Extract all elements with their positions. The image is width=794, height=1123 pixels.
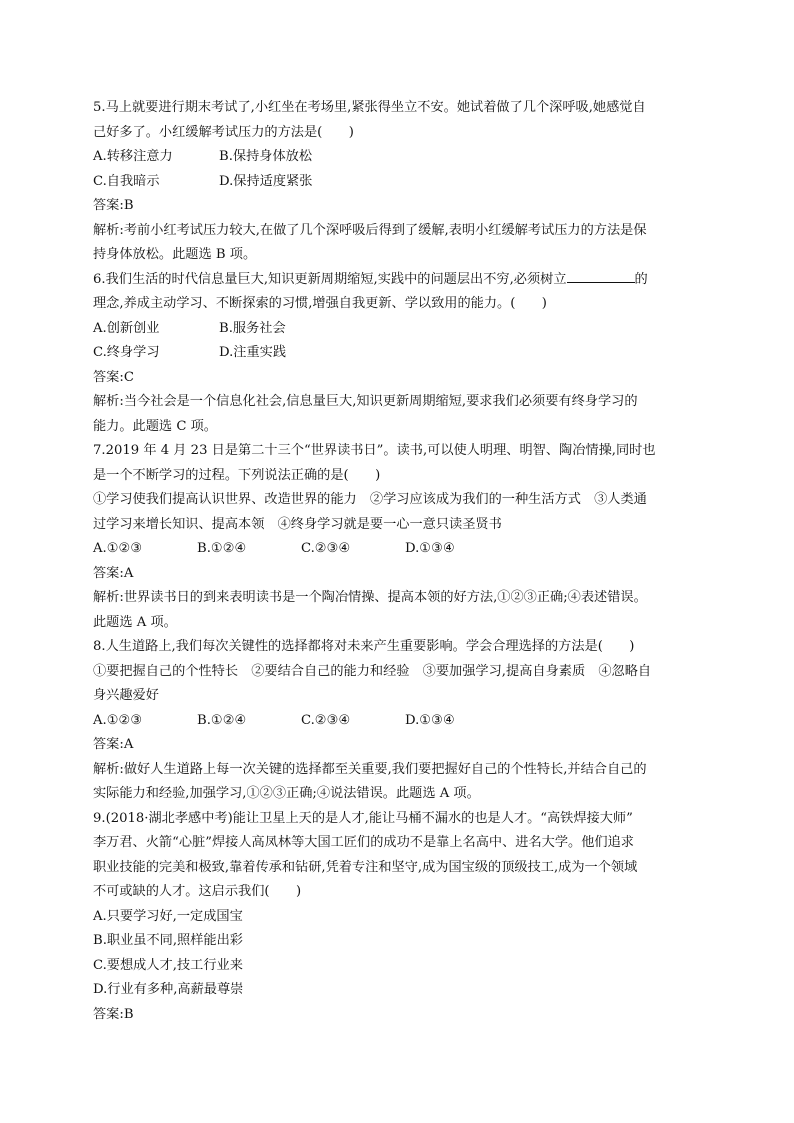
answer: 答案:C bbox=[93, 369, 134, 385]
question-text: 是一个不断学习的过程。下列说法正确的是( ) bbox=[93, 467, 381, 483]
analysis-text: 解析:当今社会是一个信息化社会,信息量巨大,知识更新周期缩短,要求我们必须要有终身学习的 bbox=[93, 394, 638, 409]
question-text-pre: 6.我们生活的时代信息量巨大,知识更新周期缩短,实践中的问题层出不穷,必须树立 bbox=[93, 271, 567, 287]
statement-text: ①学习使我们提高认识世界、改造世界的能力 ②学习应该成为我们的一种生活方式 ③人类通 bbox=[93, 492, 647, 507]
analysis-text: 解析:世界读书日的到来表明读书是一个陶冶情操、提高本领的好方法,①②③正确;④表述错误。 bbox=[93, 590, 647, 605]
option-row bbox=[93, 145, 705, 170]
answer: 答案:A bbox=[93, 565, 134, 581]
option-c: C.自我暗示 bbox=[93, 173, 160, 189]
option-a: A.转移注意力 bbox=[93, 149, 173, 164]
analysis-text: 此题选 A 项。 bbox=[93, 614, 177, 630]
option-b: B.服务社会 bbox=[219, 320, 286, 336]
analysis-text: 解析:做好人生道路上每一次关键的选择都至关重要,我们要把握好自己的个性特长,并结合自己的 bbox=[93, 761, 647, 777]
question-7 bbox=[93, 439, 705, 635]
question-text: 9.(2018·湖北孝感中考)能让卫星上天的是人才,能让马桶不漏水的也是人才。“高铁焊接大师” bbox=[93, 810, 633, 826]
option-row bbox=[93, 709, 705, 734]
option-d: D.①③④ bbox=[405, 541, 455, 556]
option-row bbox=[93, 170, 705, 195]
question-text: 理念,养成主动学习、不断探索的习惯,增强自我更新、学以致用的能力。( ) bbox=[93, 296, 547, 311]
question-6 bbox=[93, 268, 705, 440]
fill-blank bbox=[567, 269, 635, 283]
option-c: C.要想成人才,技工行业来 bbox=[93, 957, 243, 973]
document-page bbox=[93, 96, 705, 1027]
question-text-post: 的 bbox=[634, 271, 648, 287]
question-text: 不可或缺的人才。这启示我们( ) bbox=[93, 884, 302, 899]
answer: 答案:A bbox=[93, 737, 134, 752]
analysis-text: 能力。此题选 C 项。 bbox=[93, 418, 217, 434]
option-a: A.只要学习好,一定成国宝 bbox=[93, 908, 243, 924]
option-d: D.行业有多种,高薪最尊崇 bbox=[93, 982, 244, 997]
answer: 答案:B bbox=[93, 1006, 134, 1022]
analysis-text: 持身体放松。此题选 B 项。 bbox=[93, 247, 257, 262]
question-9 bbox=[93, 807, 705, 1028]
question-text: 李万君、火箭“心脏”焊接人高凤林等大国工匠们的成功不是靠上名高中、进名大学。他们追求 bbox=[93, 835, 634, 850]
option-b: B.①②④ bbox=[197, 712, 247, 728]
option-d: D.保持适度紧张 bbox=[219, 173, 313, 189]
analysis-text: 实际能力和经验,加强学习,①②③正确;④说法错误。此题选 A 项。 bbox=[93, 786, 480, 801]
option-c: C.②③④ bbox=[301, 712, 351, 728]
option-c: C.②③④ bbox=[301, 541, 351, 556]
question-text: 5.马上就要进行期末考试了,小红坐在考场里,紧张得坐立不安。她试着做了几个深呼吸,她感觉自 bbox=[93, 100, 646, 115]
option-a: A.①②③ bbox=[93, 541, 143, 556]
statement-text: 身兴趣爱好 bbox=[93, 688, 159, 703]
option-a: A.①②③ bbox=[93, 712, 143, 728]
analysis-text: 解析:考前小红考试压力较大,在做了几个深呼吸后得到了缓解,表明小红缓解考试压力的方法是保 bbox=[93, 222, 647, 238]
option-row bbox=[93, 537, 705, 562]
option-b: B.①②④ bbox=[197, 541, 247, 556]
answer: 答案:B bbox=[93, 198, 134, 213]
statement-text: ①要把握自己的个性特长 ②要结合自己的能力和经验 ③要加强学习,提高自身素质 ④忽略自 bbox=[93, 663, 652, 679]
question-5 bbox=[93, 96, 705, 268]
option-d: D.①③④ bbox=[405, 712, 455, 728]
option-d: D.注重实践 bbox=[219, 345, 287, 360]
option-c: C.终身学习 bbox=[93, 345, 160, 360]
option-b: B.职业虽不同,照样能出彩 bbox=[93, 933, 243, 948]
option-row bbox=[93, 317, 705, 342]
question-text bbox=[93, 268, 705, 293]
question-text: 7.2019 年 4 月 23 日是第二十三个“世界读书日”。读书,可以使人明理、明智、陶冶情操,同时也 bbox=[93, 443, 656, 458]
question-text: 职业技能的完美和极致,靠着传承和钻研,凭着专注和坚守,成为国宝级的顶级技工,成为一个领域 bbox=[93, 859, 638, 875]
option-row bbox=[93, 341, 705, 366]
option-b: B.保持身体放松 bbox=[219, 149, 313, 164]
question-text: 己好多了。小红缓解考试压力的方法是( ) bbox=[93, 124, 354, 140]
question-text: 8.人生道路上,我们每次关键性的选择都将对未来产生重要影响。学会合理选择的方法是( ) bbox=[93, 639, 635, 654]
question-8 bbox=[93, 635, 705, 807]
statement-text: 过学习来增长知识、提高本领 ④终身学习就是要一心一意只读圣贤书 bbox=[93, 516, 502, 532]
option-a: A.创新创业 bbox=[93, 320, 160, 336]
